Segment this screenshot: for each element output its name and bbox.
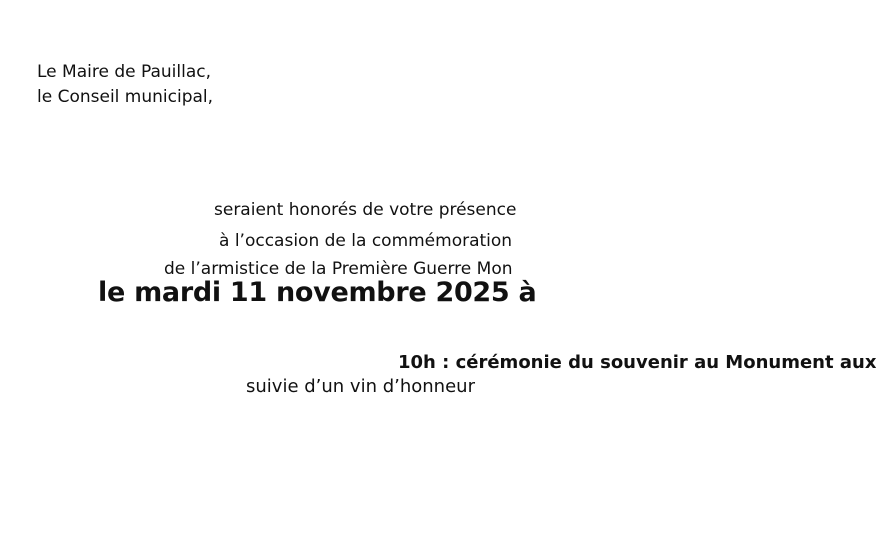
reception-line: suivie d’un vin d’honneur [246,376,475,397]
sender-mayor: Le Maire de Pauillac, [37,62,211,82]
invitation-line-occasion: à l’occasion de la commémoration [219,231,513,251]
sender-council: le Conseil municipal, [37,87,214,107]
invitation-line-armistice: de l’armistice de la Première Guerre Mon [164,259,513,279]
ceremony-program: 10h : cérémonie du souvenir au Monument aux [398,352,876,373]
invitation-line-honored: seraient honorés de votre présence [214,200,517,220]
event-date: le mardi 11 novembre 2025 à [98,277,537,308]
